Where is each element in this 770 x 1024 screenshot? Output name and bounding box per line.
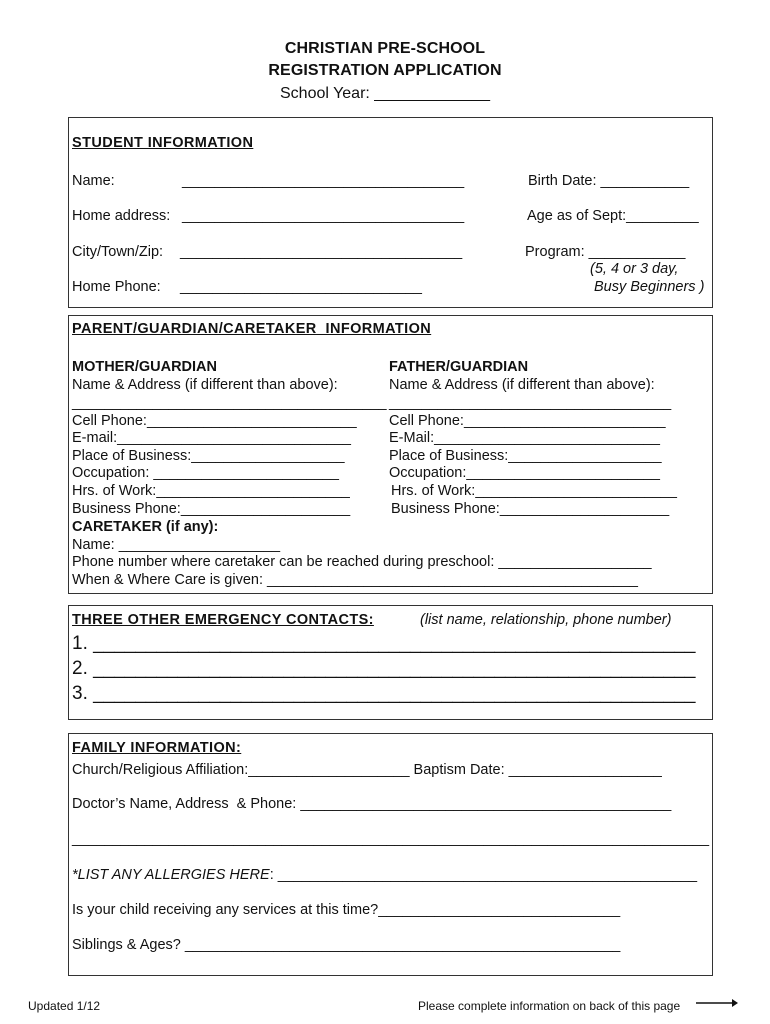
birth-date-field[interactable]: Birth Date: ___________ (528, 173, 690, 189)
city-town-zip-label: City/Town/Zip: (72, 244, 164, 260)
father-occupation-field[interactable]: Occupation:________________________ (389, 465, 660, 481)
caretaker-name-field[interactable]: Name: ____________________ (72, 537, 281, 553)
father-hours-of-work-field[interactable]: Hrs. of Work:_________________________ (391, 483, 677, 499)
mother-business-phone-field[interactable]: Business Phone:_____________________ (72, 501, 351, 517)
caretaker-when-where-field[interactable]: When & Where Care is given: ______________________________________________ (72, 572, 638, 588)
emergency-contact-3-field[interactable]: 3. _________________________________________________________ (72, 683, 696, 704)
siblings-ages-field[interactable]: Siblings & Ages? ______________________________________________________ (72, 937, 621, 953)
mother-name-address-label: Name & Address (if different than above): (72, 377, 338, 393)
mother-name-address-field[interactable]: _______________________________________ (72, 395, 387, 411)
name-label: Name: (72, 173, 115, 189)
allergies-field[interactable]: : ____________________________________________________ (269, 867, 698, 883)
form-title-line2: REGISTRATION APPLICATION (268, 62, 502, 79)
student-info-heading: STUDENT INFORMATION (72, 135, 254, 151)
emergency-contact-1-field[interactable]: 1. _________________________________________________________ (72, 633, 696, 654)
father-name-address-field[interactable]: ___________________________________ (389, 395, 672, 411)
father-email-field[interactable]: E-Mail:____________________________ (389, 430, 660, 446)
mother-hours-of-work-field[interactable]: Hrs. of Work:________________________ (72, 483, 350, 499)
form-title-line1: CHRISTIAN PRE-SCHOOL (284, 40, 486, 57)
father-business-phone-field[interactable]: Business Phone:_____________________ (391, 501, 670, 517)
father-guardian-heading: FATHER/GUARDIAN (389, 359, 529, 375)
program-hint-line1: (5, 4 or 3 day, (590, 261, 679, 277)
doctor-info-field[interactable]: Doctor’s Name, Address & Phone: ______________________________________________ (72, 796, 672, 812)
caretaker-heading: CARETAKER (if any): (72, 519, 219, 535)
father-place-of-business-field[interactable]: Place of Business:___________________ (389, 448, 662, 464)
services-field[interactable]: Is your child receiving any services at this time?______________________________ (72, 902, 621, 918)
allergies-label: *LIST ANY ALLERGIES HERE (72, 867, 270, 883)
father-name-address-label: Name & Address (if different than above): (389, 377, 655, 393)
doctor-info-continued-field[interactable]: _______________________________________________________________________________ (72, 831, 710, 847)
student-name-field[interactable]: ___________________________________ (182, 173, 465, 189)
age-as-of-sept-field[interactable]: Age as of Sept:_________ (527, 208, 699, 224)
caretaker-phone-field[interactable]: Phone number where caretaker can be reached during preschool: ___________________ (72, 554, 652, 570)
church-baptism-field[interactable]: Church/Religious Affiliation:____________________ Baptism Date: ___________________ (72, 762, 662, 778)
arrow-right-icon (696, 998, 738, 1008)
mother-place-of-business-field[interactable]: Place of Business:___________________ (72, 448, 345, 464)
mother-guardian-heading: MOTHER/GUARDIAN (72, 359, 217, 375)
back-page-note: Please complete information on back of this page (418, 999, 681, 1013)
program-hint-line2: Busy Beginners ) (594, 279, 705, 295)
mother-occupation-field[interactable]: Occupation: _______________________ (72, 465, 339, 481)
mother-cell-phone-field[interactable]: Cell Phone:__________________________ (72, 413, 357, 429)
home-address-label: Home address: (72, 208, 171, 224)
home-phone-label: Home Phone: (72, 279, 161, 295)
emergency-contacts-hint: (list name, relationship, phone number) (420, 612, 672, 628)
program-field[interactable]: Program: ____________ (525, 244, 686, 260)
city-town-zip-field[interactable]: ___________________________________ (180, 244, 463, 260)
family-info-heading: FAMILY INFORMATION: (72, 740, 242, 756)
updated-date: Updated 1/12 (28, 999, 101, 1013)
home-phone-field[interactable]: ______________________________ (180, 279, 422, 295)
home-address-field[interactable]: ___________________________________ (182, 208, 465, 224)
emergency-contact-2-field[interactable]: 2. _________________________________________________________ (72, 658, 696, 679)
school-year-field[interactable]: School Year: _____________ (280, 85, 490, 102)
allergies-row (72, 868, 697, 883)
parent-info-heading: PARENT/GUARDIAN/CARETAKER INFORMATION (72, 321, 432, 337)
father-cell-phone-field[interactable]: Cell Phone:_________________________ (389, 413, 666, 429)
emergency-contacts-heading: THREE OTHER EMERGENCY CONTACTS: (72, 612, 374, 628)
mother-email-field[interactable]: E-mail:_____________________________ (72, 430, 351, 446)
